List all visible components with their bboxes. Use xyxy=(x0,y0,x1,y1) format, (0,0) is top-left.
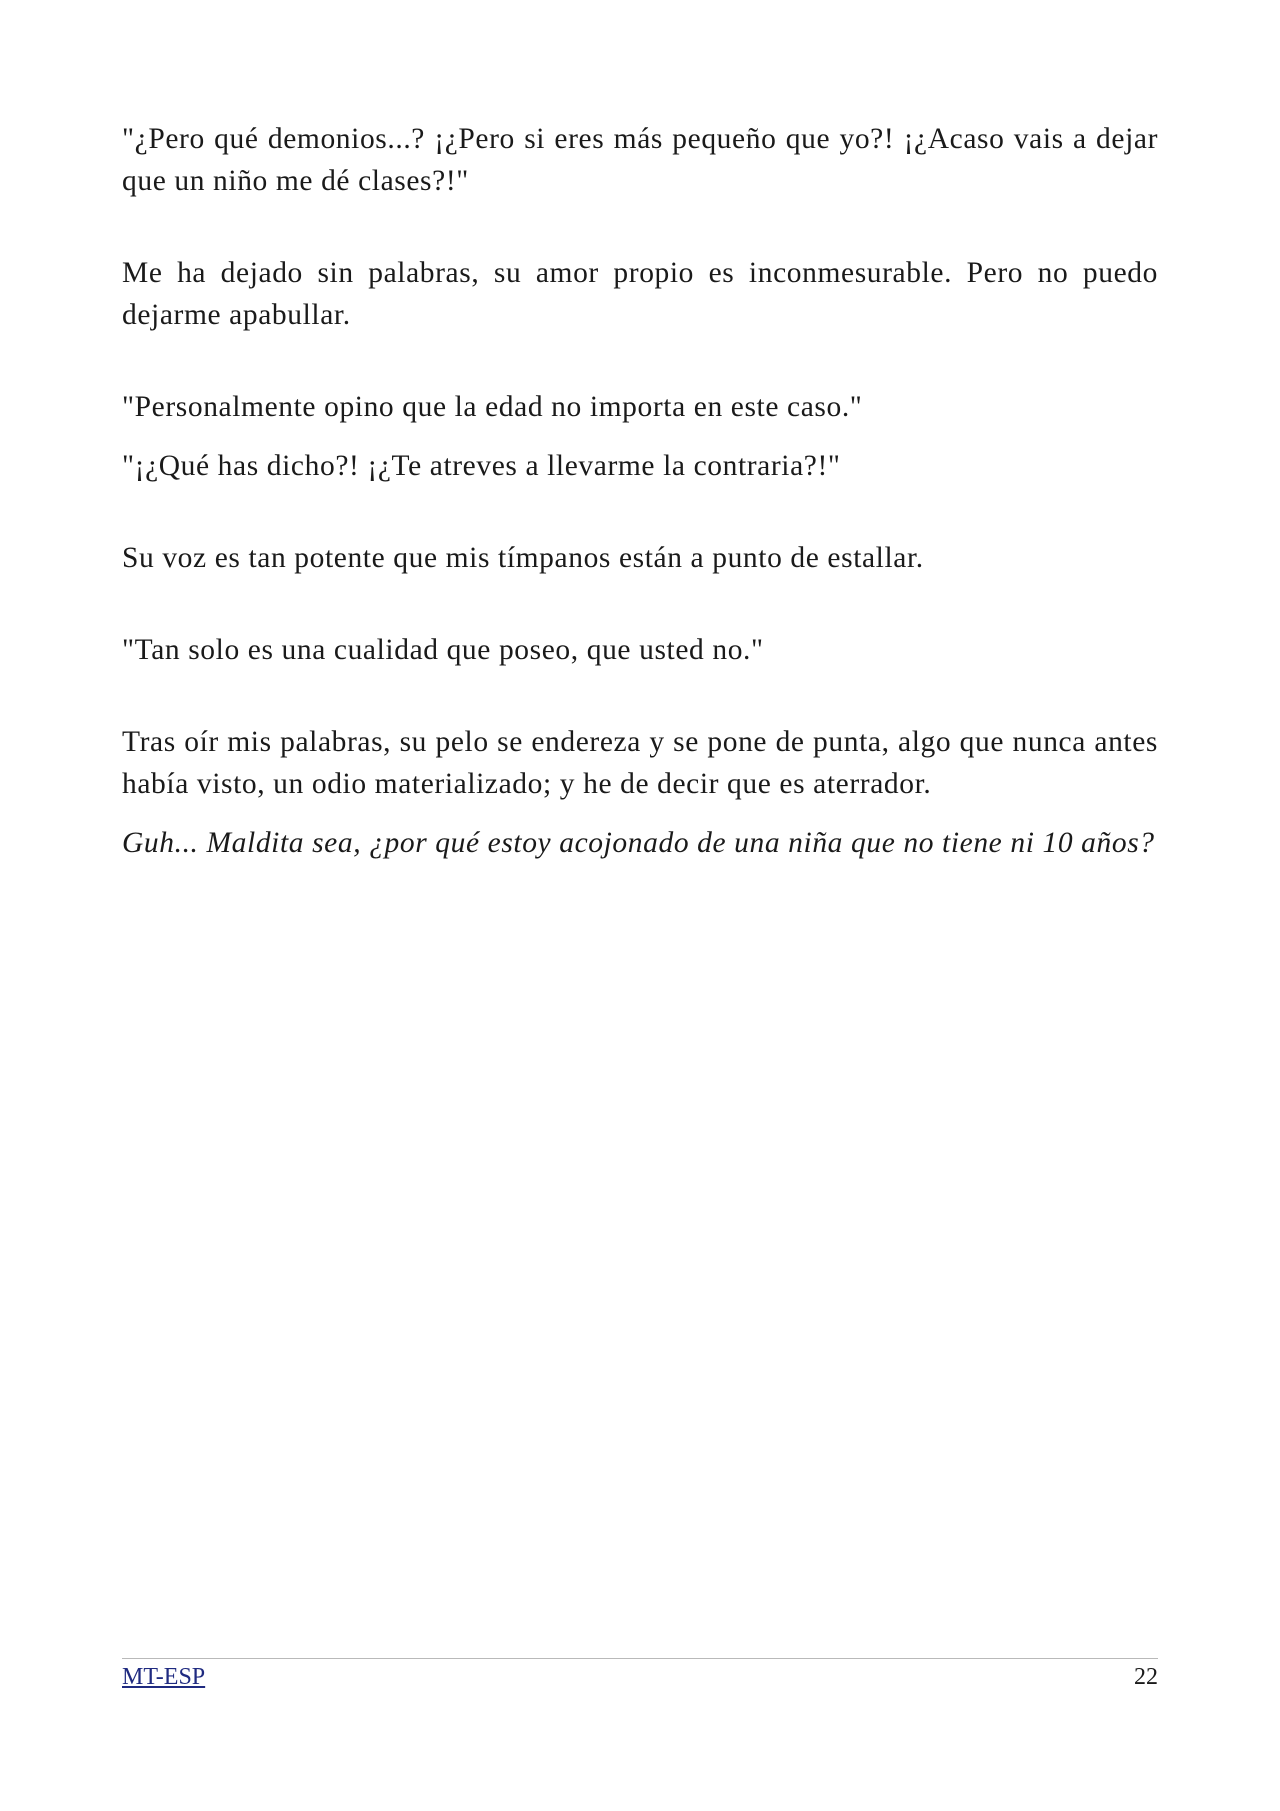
body-text xyxy=(122,118,1158,864)
paragraph-3: "Personalmente opino que la edad no importa en este caso." xyxy=(122,391,863,423)
footer-divider xyxy=(122,1658,1158,1659)
page-number: 22 xyxy=(1134,1664,1158,1690)
paragraph-8-thought: Guh... Maldita sea, ¿por qué estoy acojonado de una niña que no tiene ni 10 años? xyxy=(122,827,1155,859)
paragraph-6: "Tan solo es una cualidad que poseo, que usted no." xyxy=(122,634,764,666)
paragraph-2: Me ha dejado sin palabras, su amor propio es inconmesurable. Pero no puedo dejarme apabullar. xyxy=(122,257,1158,331)
paragraph-7: Tras oír mis palabras, su pelo se endereza y se pone de punta, algo que nunca antes había visto, un odio materializado; y he de decir que es aterrador. xyxy=(122,726,1158,800)
paragraph-5: Su voz es tan potente que mis tímpanos están a punto de estallar. xyxy=(122,542,924,574)
paragraph-1: "¿Pero qué demonios...? ¡¿Pero si eres más pequeño que yo?! ¡¿Acaso vais a dejar que un niño me dé clases?!" xyxy=(122,123,1158,197)
paragraph-4: "¡¿Qué has dicho?! ¡¿Te atreves a llevarme la contraria?!" xyxy=(122,450,841,482)
footer-link-mt-esp[interactable]: MT-ESP xyxy=(122,1664,206,1690)
